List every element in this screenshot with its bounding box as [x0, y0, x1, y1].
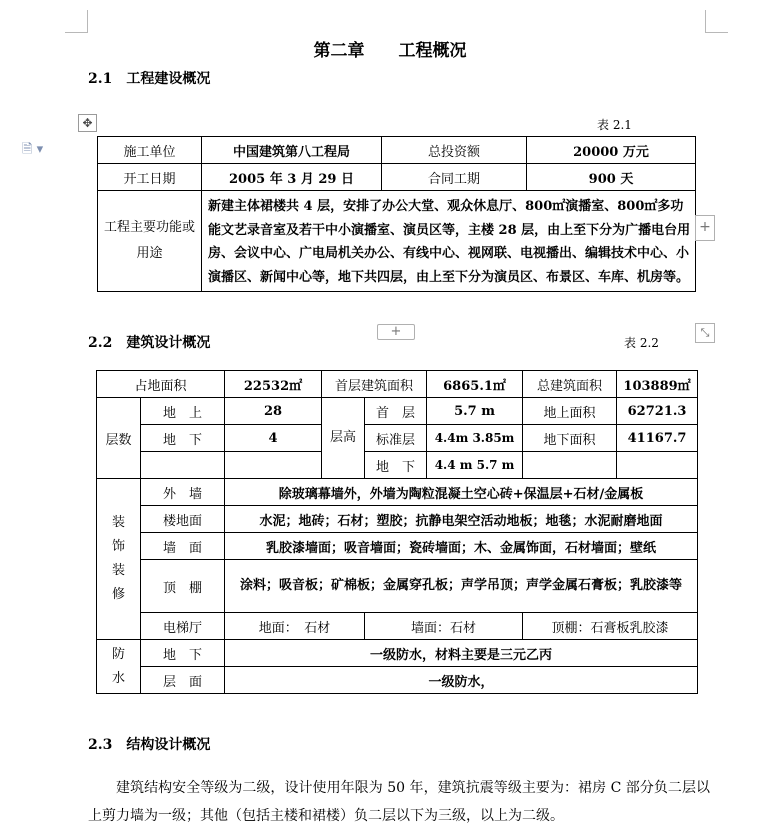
table-cell: 地 下	[141, 640, 225, 667]
table-row	[98, 137, 696, 164]
section-2-2-title: 2.2 建筑设计概况	[88, 335, 211, 351]
table-cell: 施工单位	[98, 137, 202, 164]
table-cell: 层 面	[141, 667, 225, 694]
table-cell	[141, 452, 225, 479]
table-cell: 4.4m 3.85m	[427, 425, 523, 452]
table-cell: 28	[225, 398, 322, 425]
document-icon[interactable]: 🗎 ▾	[22, 142, 44, 157]
table-row	[97, 398, 698, 425]
table-row	[97, 613, 698, 640]
table-cell: 层数	[97, 398, 141, 479]
table-row	[97, 640, 698, 667]
table-cell: 乳胶漆墙面；吸音墙面；瓷砖墙面；木、金属饰面，石材墙面；壁纸	[225, 533, 698, 560]
table-cell: 墙面：石材	[365, 613, 523, 640]
table-cell: 6865.1㎡	[427, 371, 523, 398]
table-cell: 涂料；吸音板；矿棉板；金属穿孔板；声学吊顶；声学金属石膏板；乳胶漆等	[225, 560, 698, 613]
table-cell: 工程主要功能或用途	[98, 191, 202, 292]
table-row	[98, 164, 696, 191]
table-cell: 一级防水，材料主要是三元乙丙	[225, 640, 698, 667]
table-cell: 楼地面	[141, 506, 225, 533]
table-cell: 墙 面	[141, 533, 225, 560]
table-cell: 首 层	[365, 398, 427, 425]
table-cell: 地 下	[141, 425, 225, 452]
table-cell: 62721.3	[617, 398, 698, 425]
add-row-plus-icon[interactable]: +	[377, 324, 415, 340]
table-cell: 中国建筑第八工程局	[202, 137, 382, 164]
add-column-plus-icon[interactable]: +	[695, 215, 715, 241]
table-2-1	[97, 136, 696, 292]
table-cell: 地 下	[365, 452, 427, 479]
table-row	[98, 191, 696, 292]
table-2-2-label: 表 2.2	[624, 336, 659, 350]
table-cell: 防水	[97, 640, 141, 694]
table-cell: 层高	[322, 398, 365, 479]
table-cell: 装饰装修	[97, 479, 141, 640]
section-2-1-title: 2.1 工程建设概况	[88, 71, 211, 87]
table-cell: 水泥；地砖；石材；塑胶；抗静电架空活动地板；地毯；水泥耐磨地面	[225, 506, 698, 533]
table-row	[97, 533, 698, 560]
table-cell	[225, 452, 322, 479]
table-cell: 开工日期	[98, 164, 202, 191]
table-cell: 地上面积	[523, 398, 617, 425]
table-cell: 900 天	[527, 164, 696, 191]
table-2-2	[96, 370, 698, 694]
project-description: 新建主体裙楼共 4 层，安排了办公大堂、观众休息厅、800㎡演播室、800㎡多功能文艺录音室及若干中小演播室、演员区等，主楼 28 层，由上至下分为广播电台用房、会议中心、广电局机关办公、有线中心、视网联、电视播出、编辑技术中心、小演播区、新闻中心等，地下共四层，由上至下分为演员区、布景区、车库、机房等。	[202, 191, 696, 292]
table-row	[97, 506, 698, 533]
table-cell	[617, 452, 698, 479]
table-cell: 首层建筑面积	[322, 371, 427, 398]
table-cell: 总投资额	[382, 137, 527, 164]
table-cell: 顶棚：石膏板乳胶漆	[523, 613, 698, 640]
table-cell: 电梯厅	[141, 613, 225, 640]
table-row	[97, 452, 698, 479]
table-cell: 4.4 m 5.7 m	[427, 452, 523, 479]
table-cell: 41167.7	[617, 425, 698, 452]
table-cell: 外 墙	[141, 479, 225, 506]
crop-mark-top-right	[705, 10, 728, 33]
table-row	[97, 371, 698, 398]
table-cell: 占地面积	[97, 371, 225, 398]
table-cell: 4	[225, 425, 322, 452]
move-icon[interactable]: ✥	[78, 114, 97, 132]
table-cell: 22532㎡	[225, 371, 322, 398]
table-row	[97, 425, 698, 452]
table-row	[97, 479, 698, 506]
table-cell: 103889㎡	[617, 371, 698, 398]
table-row	[97, 560, 698, 613]
table-cell: 一级防水，	[225, 667, 698, 694]
crop-mark-top-left	[65, 10, 88, 33]
table-cell: 除玻璃幕墙外，外墙为陶粒混凝土空心砖+保温层+石材/金属板	[225, 479, 698, 506]
resize-icon[interactable]: ⤡	[695, 323, 715, 343]
table-cell: 2005 年 3 月 29 日	[202, 164, 382, 191]
section-2-3-title: 2.3 结构设计概况	[88, 737, 211, 753]
chapter-title: 第二章 工程概况	[313, 41, 467, 61]
table-row	[97, 667, 698, 694]
table-cell: 顶 棚	[141, 560, 225, 613]
table-cell: 合同工期	[382, 164, 527, 191]
table-cell	[523, 452, 617, 479]
table-cell: 地下面积	[523, 425, 617, 452]
table-cell: 地面： 石材	[225, 613, 365, 640]
table-2-1-label: 表 2.1	[597, 118, 632, 132]
table-cell: 总建筑面积	[523, 371, 617, 398]
table-cell: 20000 万元	[527, 137, 696, 164]
structure-paragraph: 建筑结构安全等级为二级，设计使用年限为 50 年，建筑抗震等级主要为：裙房 C 部分负二层以上剪力墙为一级；其他（包括主楼和裙楼）负二层以下为三级，以上为二级。	[88, 780, 710, 824]
table-cell: 5.7 m	[427, 398, 523, 425]
table-cell: 标准层	[365, 425, 427, 452]
table-cell: 地 上	[141, 398, 225, 425]
